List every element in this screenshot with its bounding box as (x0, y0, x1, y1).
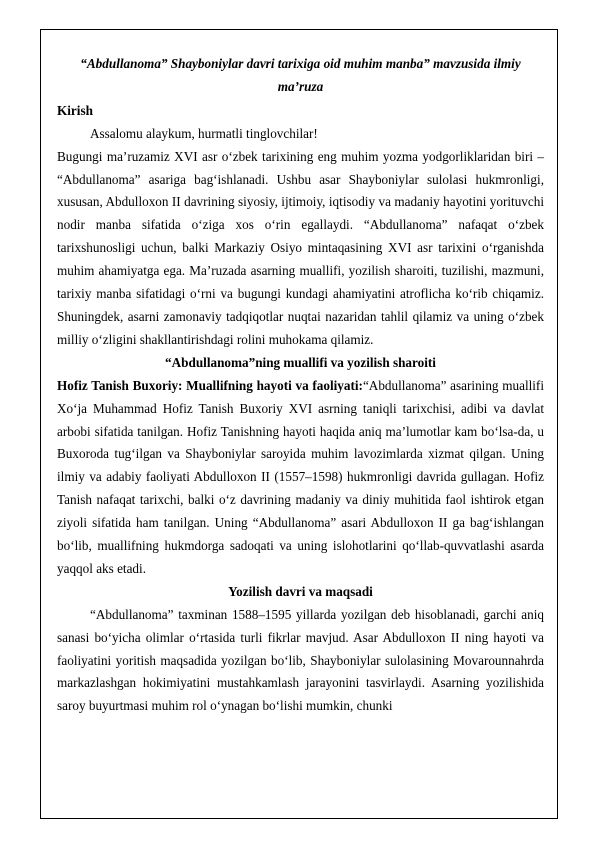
author-paragraph-lead: Hofiz Tanish Buxoriy: Muallifning hayoti va faoliyati: (57, 377, 363, 393)
section-heading-period: Yozilish davri va maqsadi (228, 583, 373, 599)
section-heading-author: “Abdullanoma”ning muallifi va yozilish sharoiti (165, 354, 436, 370)
intro-paragraph: Bugungi ma’ruzamiz XVI asr o‘zbek tarixining eng muhim yozma yodgorliklaridan biri – “Abdullanoma” asariga bag‘ishlanadi. Ushbu asar Shayboniylar sulolasi hukmronligi, xususan, Abdulloxon II davrining siyosiy, ijtimoiy, iqtisodiy va madaniy hayotini yorituvchi nodir manba sifatida o‘ziga xos o‘rin egallaydi. “Abdullanoma” nafaqat o‘zbek tarixshunosligi uchun, balki Markaziy Osiyo mintaqasining XVI asr tarixini o‘rganishda muhim ahamiyatga ega. Ma’ruzada asarning muallifi, yozilish sharoiti, tuzilishi, mazmuni, tarixiy manba sifatidagi o‘rni va bugungi kundagi ahamiyatini atroflicha ko‘rib chiqamiz. Shuningdek, asarni zamonaviy tadqiqotlar nuqtai nazaridan tahlil qilamiz va uning o‘zbek milliy o‘zligini shakllantirishdagi rolini muhokama qilamiz. (57, 148, 544, 347)
document-title: “Abdullanoma” Shayboniylar davri tarixiga oid muhim manba” mavzusida ilmiy ma’ruza (80, 56, 521, 94)
document-body (57, 53, 544, 718)
greeting-line: Assalomu alaykum, hurmatli tinglovchilar! (90, 125, 318, 141)
intro-heading: Kirish (57, 102, 93, 118)
author-paragraph-text: “Abdullanoma” asarining muallifi Xo‘ja Muhammad Hofiz Tanish Buxoriy XVI asrning taniqli tarixchisi, adibi va davlat arbobi sifatida tanilgan. Hofiz Tanishning hayoti haqida aniq ma’lumotlar kam bo‘lsa-da, u Buxoroda tug‘ilgan va Shayboniylar saroyida muhim lavozimlarda xizmat qilgan. Uning ilmiy va adabiy faoliyati Abdulloxon II (1557–1598) hukmronligi davrida gullagan. Hofiz Tanish nafaqat tarixchi, balki o‘z davrining madaniy va diniy muhitida faol ishtirok etgan ziyoli sifatida ham tanilgan. Uning “Abdullanoma” asari Abdulloxon II ga bag‘ishlangan bo‘lib, muallifning hukmdorga sadoqati va uning islohotlarini qo‘llab-quvvatlashi asarda yaqqol aks etadi. (57, 377, 544, 576)
author-paragraph (57, 375, 544, 581)
period-paragraph: “Abdullanoma” taxminan 1588–1595 yillarda yozilgan deb hisoblanadi, garchi aniq sanasi bo‘yicha olimlar o‘rtasida turli fikrlar mavjud. Asar Abdulloxon II ning hayoti va faoliyatini yoritish maqsadida yozilgan bo‘lib, Shayboniylar sulolasining Movarounnahrda markazlashgan hokimiyatini mustahkamlash jarayonini tasvirlaydi. Asarning yozilishida saroy buyurtmasi muhim rol o‘ynagan bo‘lishi mumkin, chunki (57, 606, 544, 714)
